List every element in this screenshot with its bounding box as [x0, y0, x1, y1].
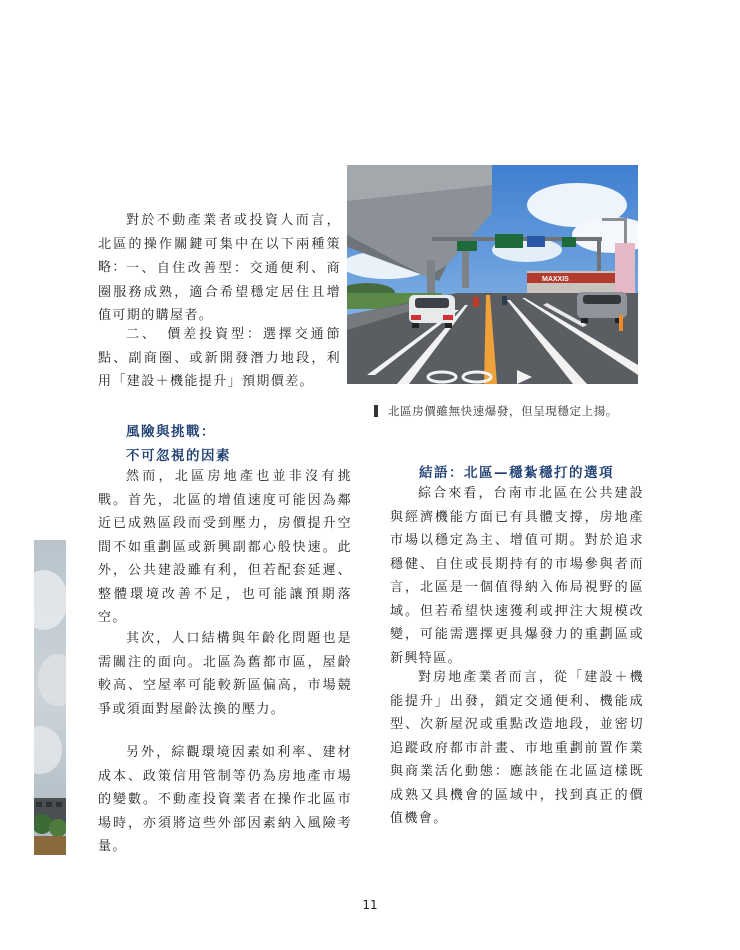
risk-paragraph-3: 另外，綜觀環境因素如利率、建材成本、政策信用管制等仍為房地產市場的變數。不動產投資業者在操作北區市場時，亦須將這些外部因素納入風險考量。: [98, 745, 352, 854]
caption-marker: [374, 405, 378, 417]
photo-caption: 北區房價雖無快速爆發，但呈現穩定上揚。: [388, 404, 618, 418]
strategy-1-paragraph: 一、自住改善型：交通便利、商圈服務成熟，適合希望穩定居住且增值可期的購屋者。: [98, 261, 341, 323]
shop-sign-text: MAXXIS: [542, 276, 569, 283]
strategy-2-paragraph: 二、 價差投資型：選擇交通節點、副商圈、或新開發潛力地段，利用「建設＋機能提升」預期價差。: [98, 327, 341, 389]
risk-paragraph-2: 其次，人口結構與年齡化問題也是需關注的面向。北區為舊都市區，屋齡較高、空屋率可能較新區偏高，市場競爭或須面對屋齡汰換的壓力。: [98, 631, 352, 717]
conclusion-paragraph-1: 綜合來看，台南市北區在公共建設與經濟機能方面已有具體支撐，房地產市場以穩定為主、增值可期。對於追求穩健、自住或長期持有的市場參與者而言，北區是一個值得納入佈局視野的區域。但若希望快速獲利或押注大規模改變，可能需選擇更具爆發力的重劃區或新興特區。: [390, 486, 644, 666]
conclusion-paragraph-2: 對房地產業者而言，從「建設＋機能提升」出發，鎖定交通便利、機能成型、次新屋況或重點改造地段，並密切追蹤政府都市計畫、市地重劃前置作業與商業活化動態：應該能在北區這樣既成熟又具機會的區域中，找到真正的價值機會。: [390, 670, 644, 826]
risk-heading: 風險與挑戰：: [126, 424, 216, 440]
road-photo: [347, 165, 638, 384]
intro-paragraph: 對於不動產業者或投資人而言，北區的操作關鍵可集中在以下兩種策略：: [98, 213, 341, 275]
side-photo-image: [34, 540, 66, 855]
road-photo-image: [347, 165, 638, 384]
page-number: 11: [362, 898, 378, 912]
side-photo-strip: [34, 540, 66, 855]
risk-subheading: 不可忽視的因素: [126, 448, 231, 464]
conclusion-heading: 結語：北區—穩紮穩打的選項: [419, 465, 614, 481]
risk-paragraph-1: 然而，北區房地產也並非沒有挑戰。首先，北區的增值速度可能因為鄰近已成熟區段而受到壓力，房價提升空間不如重劃區或新興副都心般快速。此外，公共建設雖有利，但若配套延遲、整體環境改善不足，也可能讓預期落空。: [98, 469, 352, 625]
